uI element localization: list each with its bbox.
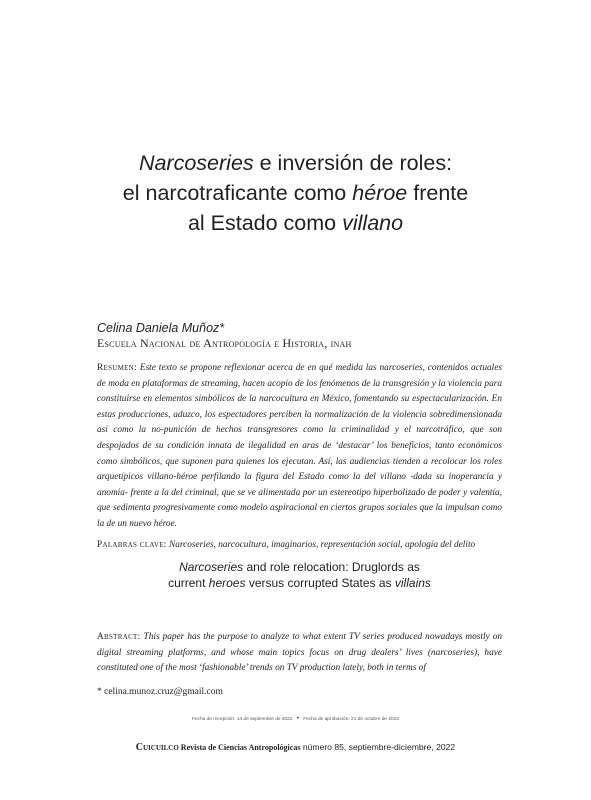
article-title [60,148,531,238]
received-date: Fecha de recepción: 14 de septiembre de 2022 [191,717,293,722]
author-affiliation: Escuela Nacional de Antropología e Historia, inah [97,336,352,350]
title-line-1: Narcoseries e inversión de roles: [138,151,453,175]
keywords-label: Palabras clave: [97,540,167,550]
keywords [97,538,512,552]
english-title-line-1: Narcoseries and role relocation: Druglords as [179,560,420,574]
abstract-en [97,630,502,677]
journal-name: Cuicuilco [135,742,179,753]
keywords-text: Narcoseries, narcocultura, imaginarios, representación social, apología del delito [166,540,476,550]
author-footnote: * celina.munoz.cruz@gmail.com [97,687,223,697]
abstract-es-text: Este texto se propone reflexionar acerca de en qué medida las narcoseries, contenidos actuales de moda en plataformas de streaming, hacen acopio de los fenómenos de la transgresión y la violencia para constituirse en elementos simbólicos de la narcocultura en México, fomentando su espectacularización. En estas producciones, aduzco, los espectadores perciben la normalización de la violencia sobredimensionada así como la no-punición de hechos transgresores como la criminalidad y el narcotráfico, que son despojados de su condición innata de ilegalidad en aras de ‘destacar’ los beneficios, tanto económicos como simbólicos, que suponen para quienes los ejecutan. Así, las audiencias tienden a recolocar los roles arquetípicos villano-héroe perfilando la figura del Estado como la del villano -dada su inoperancia y anomia- frente a la del criminal, que se ve alimentada por un estereotipo hiperbolizado de poder y valentía, que sedimenta progresivamente como modelo aspiracional en ciertos grupos sociales que la impulsan como la de un nuevo héroe. [97,363,502,529]
title-line-2: el narcotraficante como héroe frente [122,181,469,205]
author-block [97,320,351,351]
approved-date: Fecha de aprobación: 21 de octubre de 2022 [303,717,400,722]
journal-footer [0,742,591,753]
author-name: Celina Daniela Muñoz* [97,321,225,335]
title-line-3: al Estado como villano [187,211,404,235]
journal-subtitle: Revista de Ciencias Antropológicas [178,743,301,752]
abstract-es [97,361,502,533]
english-title-line-2: current heroes versus corrupted States as villains [168,575,431,590]
submission-dates [0,716,591,722]
abstract-en-label: Abstract: [97,632,141,642]
abstract-en-text: This paper has the purpose to analyze to what extent TV series produced nowadays mostly on digital streaming platforms, and whose main topics focus on drug dealers’ lives (narcoseries), have constituted one of the most ‘fashionable’ trends on TV production lately, both in terms of [97,632,502,674]
journal-issue: número 85, septiembre-diciembre, 2022 [300,742,456,752]
english-title [97,560,502,591]
abstract-es-label: Resumen: [97,363,137,373]
dates-separator: • [296,716,299,722]
